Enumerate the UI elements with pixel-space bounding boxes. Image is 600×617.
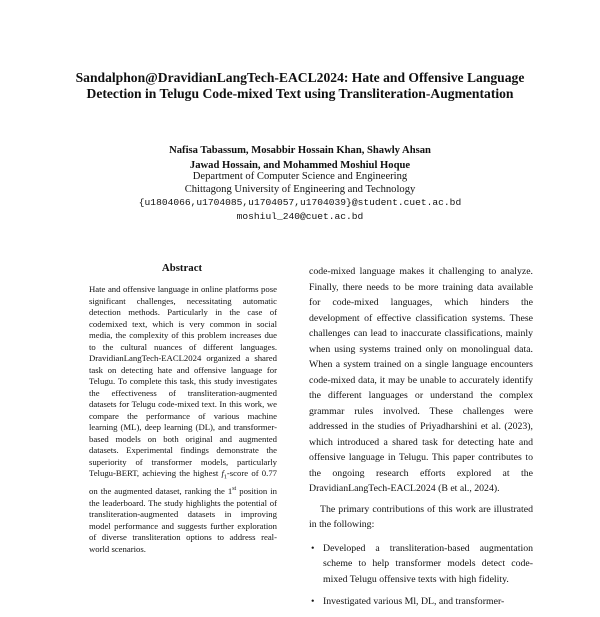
paper-title: Sandalphon@DravidianLangTech-EACL2024: Hate and Offensive Language Detection in Telugu Code-mixed Text using Transliteration-Augmentation: [75, 70, 525, 101]
email-line-2: moshiul_240@cuet.ac.bd: [236, 210, 364, 222]
abstract-body: [89, 284, 277, 555]
university: Chittagong University of Engineering and Technology: [184, 184, 416, 196]
email-line-1: {u1804066,u1704085,u1704057,u1704039}@student.cuet.ac.bd: [138, 197, 462, 209]
right-column: [309, 264, 533, 617]
affiliation: [60, 170, 540, 223]
department: Department of Computer Science and Engineering: [192, 171, 408, 182]
f1-subscript: 1: [223, 474, 227, 481]
abstract-rest: position in the leaderboard. The study highlights the potential of transliteration-augmented datasets in improving model performance and suggests further exploration of diverse transliteration options to address real-world scenarios.: [89, 486, 277, 554]
abstract-score: -score of 0.77 on the augmented dataset, ranking the 1: [89, 468, 278, 497]
abstract-text: Hate and offensive language in online platforms pose significant challenges, necessitating automatic detection methods. Particularly in the case of codemixed text, which is very common in social media, the complexity of this problem increases due to the cultural nuances of different languages. DravidianLangTech-EACL2024 organized a shared task on detecting hate and offensive language for Telugu. To complete this task, this study investigates the effectiveness of transliteration-augmented datasets for Telugu code-mixed text. In this work, we compare the performance of various machine learning (ML), deep learning (DL), and transformer-based models on both original and augmented datasets. Experimental findings demonstrate the superiority of transformer models, particularly Telugu-BERT, achieving the highest: [89, 284, 277, 478]
abstract-heading: Abstract: [161, 262, 203, 274]
authors-line-1: Nafisa Tabassum, Mosabbir Hossain Khan, Shawly Ahsan: [169, 145, 431, 156]
body-paragraph-2: The primary contributions of this work are illustrated in the following:: [309, 503, 533, 530]
author-list: [60, 144, 540, 173]
rank-superscript: st: [232, 486, 237, 493]
body-paragraph-1: code-mixed language makes it challenging to analyze. Finally, there needs to be more training data available for code-mixed languages, which hinders the development of effective classification systems. These challenges can lead to inaccurate classifications, mainly when using systems trained only on monolingual data. When a system trained on a single language encounters code-mixed data, it may be unable to accurately identify the different languages or understand the complex grammar rules involved. These challenges were addressed in the studies of Priyadharshini et al. (2023), which introduced a shared task for detecting hate and offensive language in Telugu. This paper contributes to the ongoing research efforts explored at the DravidianLangTech-EACL2024 (B et al., 2024).: [309, 266, 533, 494]
contribution-item: • Developed a transliteration-based augmentation scheme to help transformer models detect code-mixed Telugu offensive texts with high fidelity.: [323, 541, 533, 588]
contribution-item: • Investigated various Ml, DL, and transformer-: [323, 594, 533, 610]
f1-symbol: f: [221, 468, 224, 478]
contribution-list: [309, 541, 533, 610]
authors-line-2: Jawad Hossain, and Mohammed Moshiul Hoque: [189, 159, 411, 171]
